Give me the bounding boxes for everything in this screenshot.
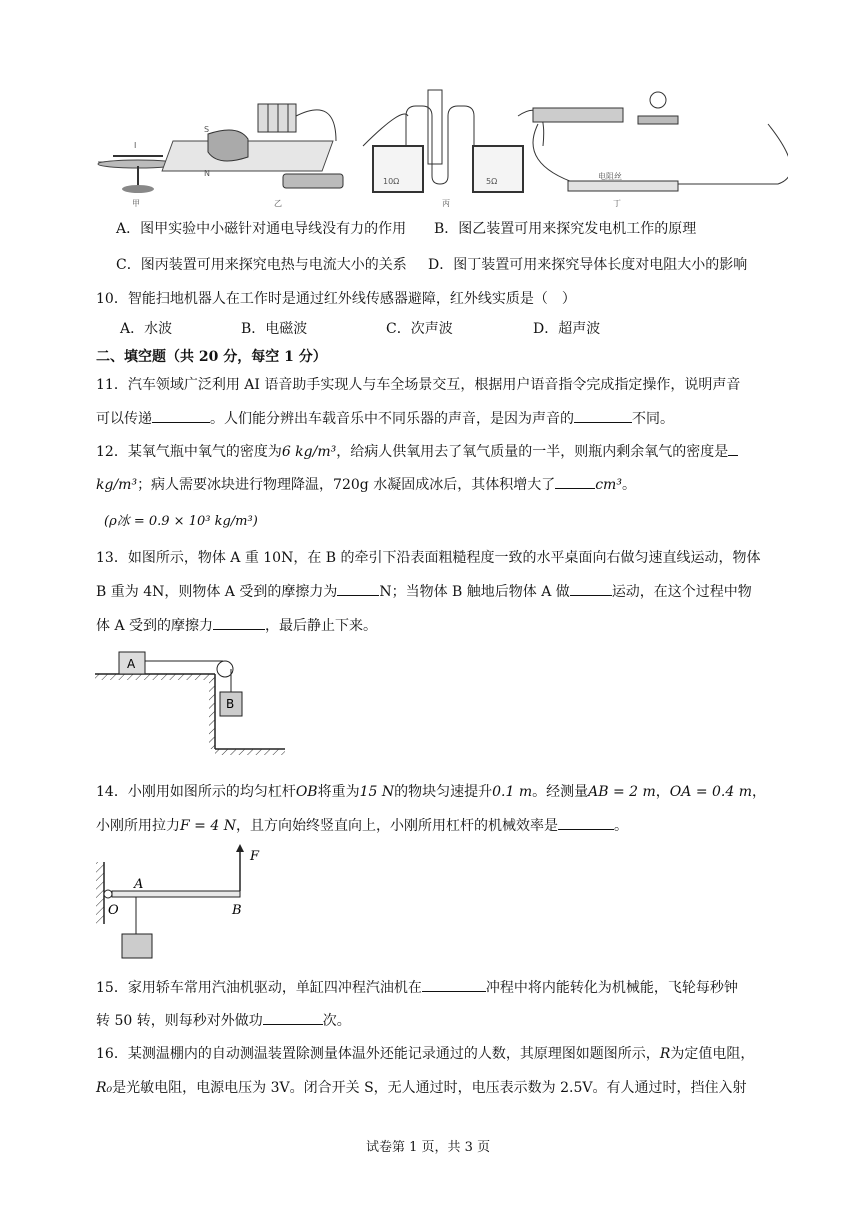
fig-caption-jia: 甲 (132, 199, 140, 208)
q14-blank-1[interactable] (558, 815, 614, 830)
q10-option-c: C．次声波 (386, 321, 453, 337)
q14-label-o: O (108, 903, 119, 918)
q13-blank-1[interactable] (337, 581, 379, 596)
q11-line2: 可以传递 。人们能分辨出车载音乐中不同乐器的声音，是因为声音的 不同。 (96, 408, 674, 428)
figure-jia (98, 141, 178, 208)
q12-density-value: 6 kg/m³ (281, 444, 337, 460)
q9-option-c: C．图丙装置可用来探究电热与电流大小的关系 (116, 257, 407, 273)
fig-caption-bing: 丙 (442, 199, 450, 208)
fig-label-i: I (134, 141, 137, 150)
q11-blank-2[interactable] (574, 408, 632, 423)
q13-line3: 体 A 受到的摩擦力 ，最后静止下来。 (96, 615, 377, 635)
q11-line1: 11．汽车领域广泛利用 AI 语音助手实现人与车全场景交互，根据用户语音指令完成指定操作，说明声音 (96, 377, 741, 393)
q9-option-d: D．图丁装置可用来探究导体长度对电阻大小的影响 (428, 257, 748, 273)
page-footer: 试卷第 1 页，共 3 页 (366, 1140, 491, 1155)
q13-block-b-label: B (226, 697, 235, 711)
q9-figure-strip (88, 86, 788, 210)
q12-line2: kg/m³；病人需要冰块进行物理降温，720g 水凝固成冰后，其体积增大了 cm³。 (96, 474, 636, 494)
section-2-heading: 二、填空题（共 20 分，每空 1 分） (96, 349, 327, 365)
q13-line1: 13．如图所示，物体 A 重 10N，在 B 的牵引下沿表面粗糙程度一致的水平桌面向右做匀速直线运动，物体 (96, 550, 761, 566)
q13-block-a-label: A (127, 657, 136, 671)
q13-figure-pulley (95, 644, 285, 760)
q15-line1: 15．家用轿车常用汽油机驱动，单缸四冲程汽油机在 冲程中将内能转化为机械能，飞轮每秒钟 (96, 977, 738, 997)
fig-label-s: S (204, 125, 210, 134)
q13-blank-3[interactable] (213, 615, 265, 630)
fig-caption-ding: 丁 (613, 199, 621, 208)
q12-ice-density: (ρ冰 = 0.9 × 10³ kg/m³) (104, 514, 258, 529)
q10-stem: 10．智能扫地机器人在工作时是通过红外线传感器避障，红外线实质是（ ） (96, 291, 576, 307)
fig-caption-yi: 乙 (274, 199, 282, 208)
q13-blank-2[interactable] (570, 581, 612, 596)
q9-option-a: A．图甲实验中小磁针对通电导线没有力的作用 (116, 221, 407, 237)
q12-blank-1[interactable] (728, 441, 738, 456)
fig-label-r2: 5Ω (486, 177, 498, 186)
q13-line2: B 重为 4N，则物体 A 受到的摩擦力为 N；当物体 B 触地后物体 A 做 运动，在这个过程中物 (96, 581, 752, 601)
q10-option-b: B．电磁波 (241, 321, 308, 337)
q11-blank-1[interactable] (152, 408, 210, 423)
figure-yi (162, 104, 343, 208)
q12-line1: 12．某氧气瓶中氧气的密度为6 kg/m³，给病人供氧用去了氧气质量的一半，则瓶内剩余氧气的密度是 (96, 441, 738, 461)
q10-option-a: A．水波 (120, 321, 173, 337)
q14-label-f: F (250, 849, 260, 864)
figure-ding (533, 92, 788, 208)
q15-blank-2[interactable] (263, 1010, 323, 1025)
fig-label-r1: 10Ω (383, 177, 400, 186)
q14-figure-lever (92, 842, 272, 962)
q10-option-d: D．超声波 (533, 321, 601, 337)
q15-blank-1[interactable] (422, 977, 486, 992)
q14-label-b: B (232, 903, 242, 918)
q14-label-a: A (134, 877, 144, 892)
q14-line2: 小刚所用拉力F = 4 N，且方向始终竖直向上，小刚所用杠杆的机械效率是 。 (96, 815, 628, 835)
q12-blank-2[interactable] (555, 474, 595, 489)
figure-bing (363, 90, 544, 208)
fig-label-wire: 电阻丝 (598, 172, 622, 181)
q16-line1: 16．某测温棚内的自动测温装置除测量体温外还能记录通过的人数，其原理图如题图所示，R为定值电阻， (96, 1046, 755, 1062)
q16-line2: R₀是光敏电阻，电源电压为 3V。闭合开关 S，无人通过时，电压表示数为 2.5V。有人通过时，挡住入射 (96, 1080, 747, 1096)
q14-line1: 14．小刚用如图所示的均匀杠杆OB将重为15 N的物块匀速提升0.1 m。经测量AB = 2 m，OA = 0.4 m， (96, 784, 766, 800)
fig-label-n: N (204, 169, 210, 178)
q9-option-b: B．图乙装置可用来探究发电机工作的原理 (434, 221, 697, 237)
q15-line2: 转 50 转，则每秒对外做功 次。 (96, 1010, 351, 1030)
